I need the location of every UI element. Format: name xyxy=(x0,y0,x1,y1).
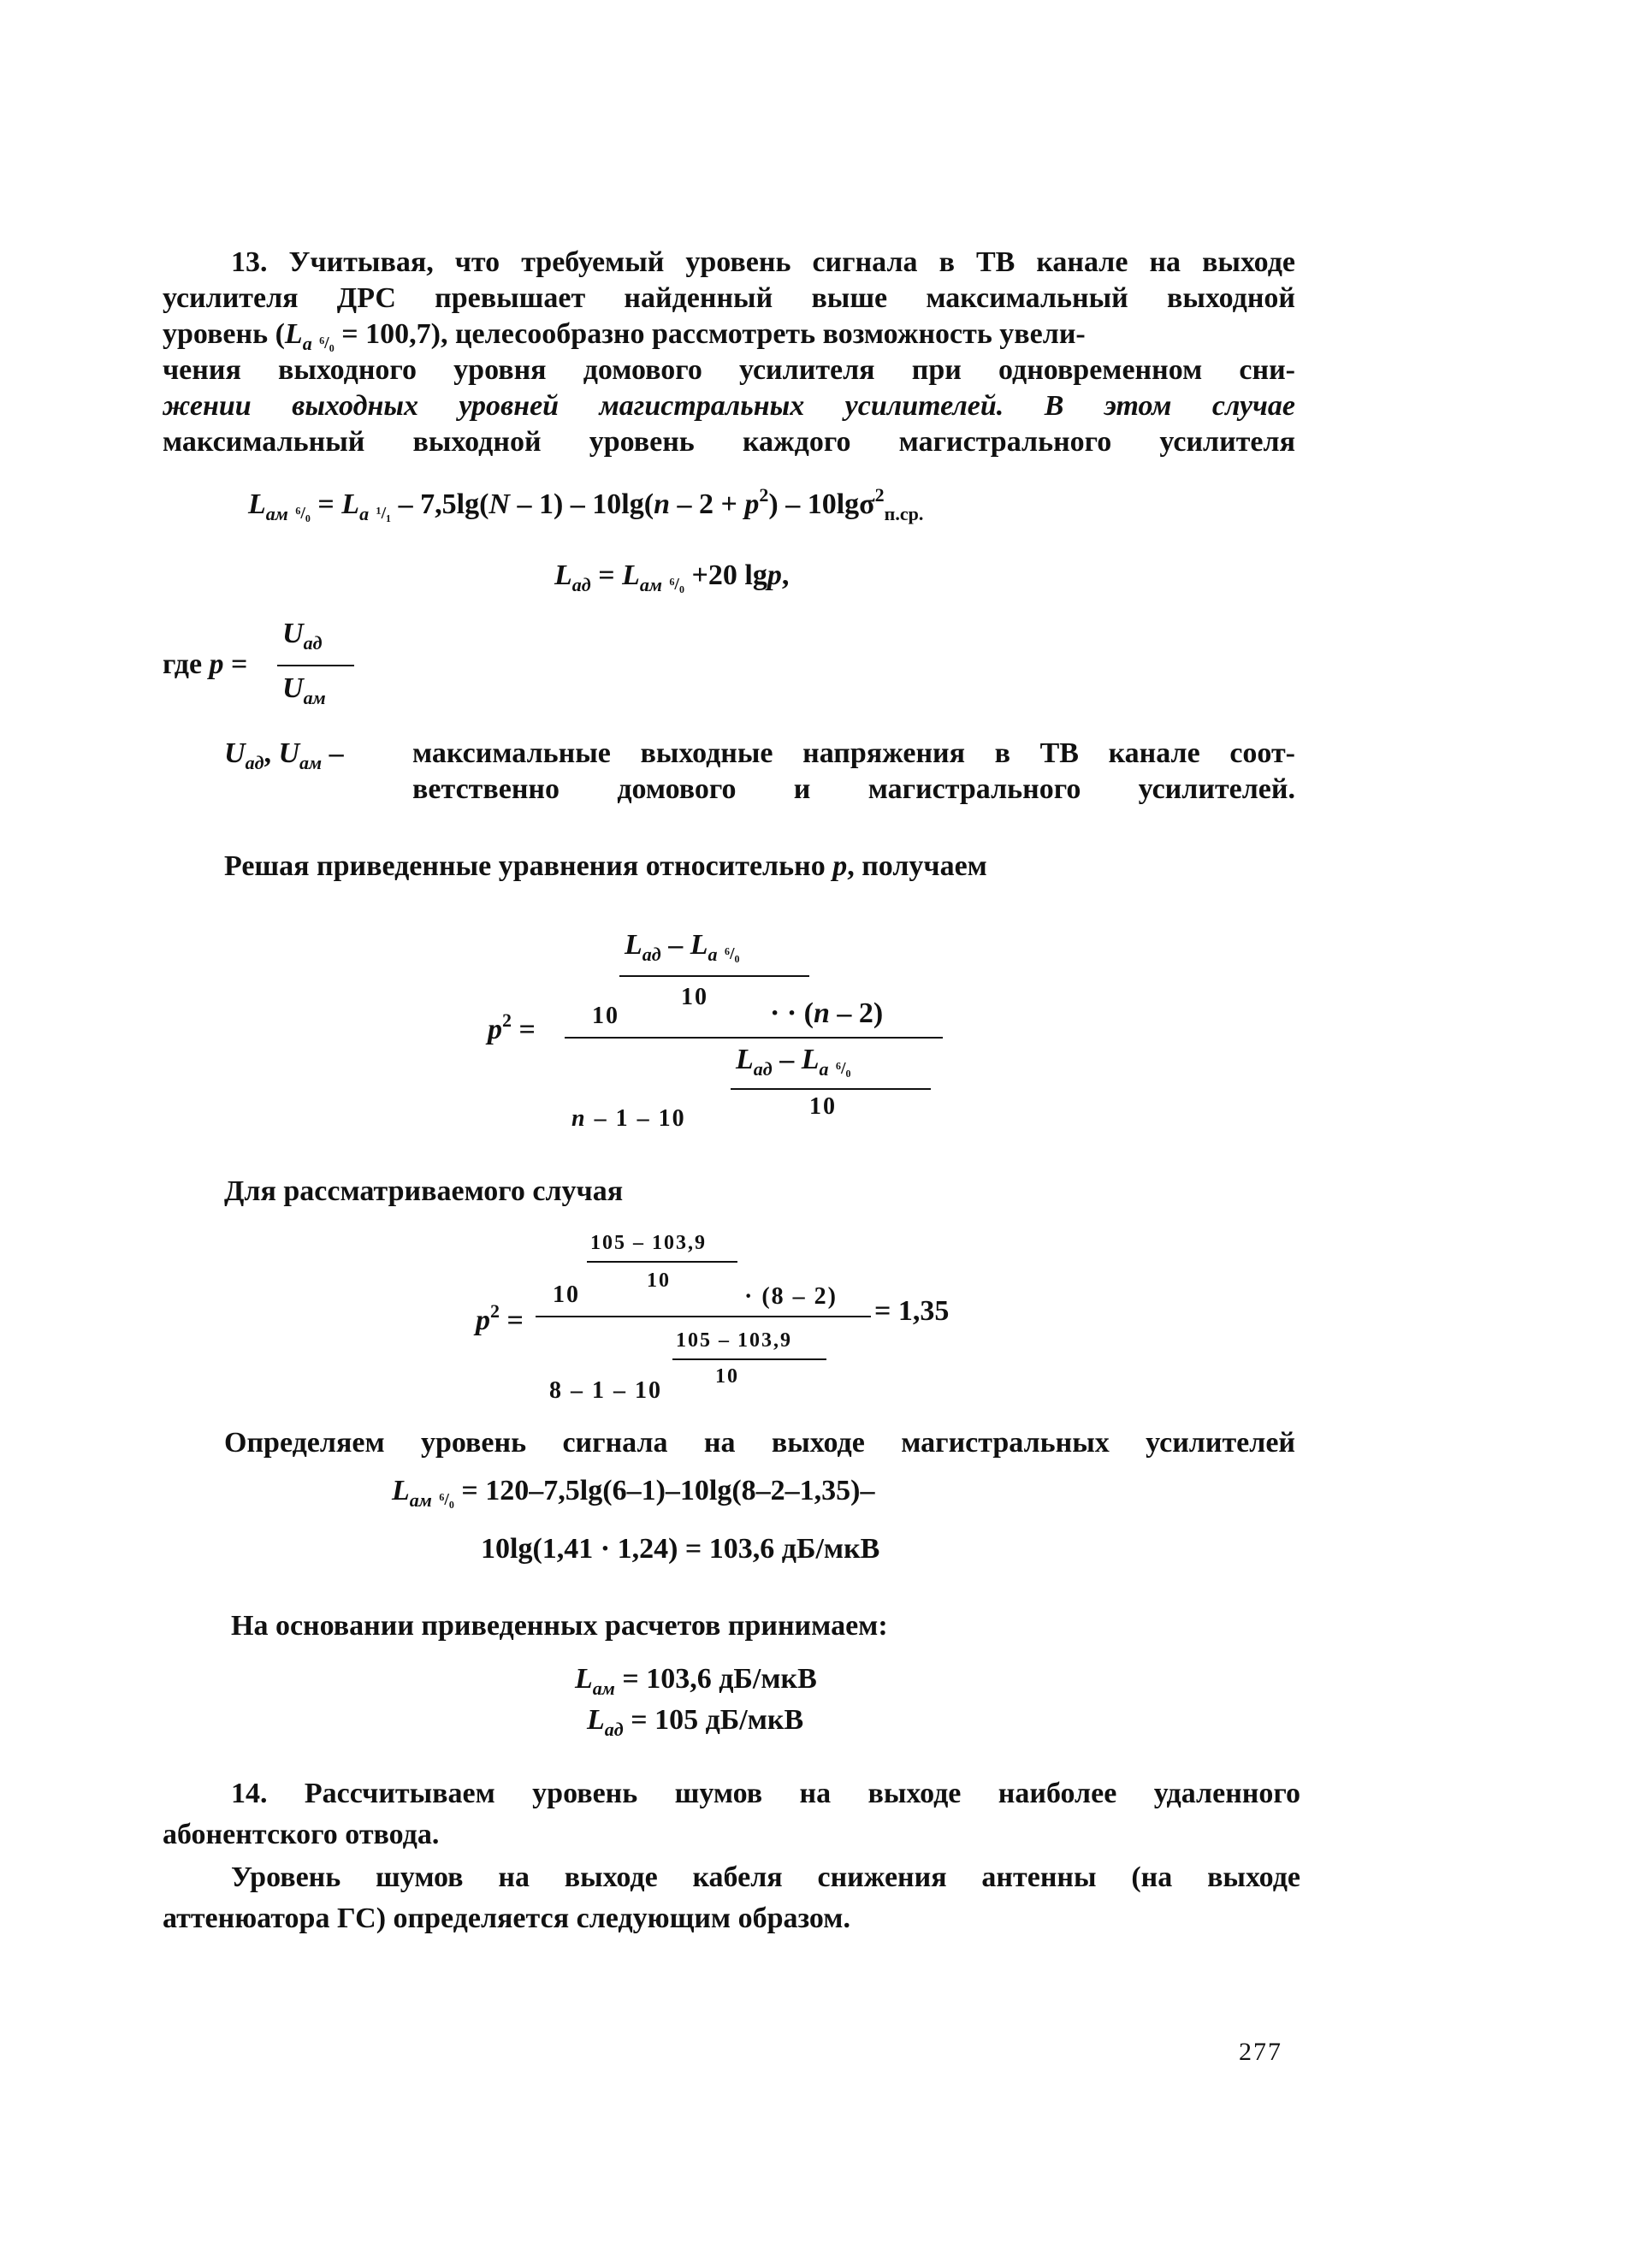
numeric-exp-bot-bar xyxy=(672,1358,826,1360)
p13-line-6: максимальный выходной уровень каждого магистрального усилителя xyxy=(163,426,1295,458)
p14-line-1: 14. Рассчитываем уровень шумов на выходе наиболее удаленного xyxy=(231,1778,1300,1809)
exp-top-num: $L_{ад} - L_a$ ⁶/₀ xyxy=(625,929,740,965)
exp-bot-den: 10 xyxy=(809,1093,837,1120)
numeric-base-ten-top: 10 xyxy=(553,1281,580,1308)
numeric-exp-top-num: 105 – 103,9 xyxy=(590,1232,707,1254)
solve-text: Решая приведенные уравнения относительно p, получаем xyxy=(224,850,987,882)
accepted-lad: $L_{ад} = 105$ дБ/мкВ xyxy=(587,1704,804,1740)
numeric-main-bar xyxy=(536,1316,871,1317)
numeric-exp-top-den: 10 xyxy=(647,1270,671,1292)
define-text: Определяем уровень сигнала на выходе магистральных усилителей xyxy=(224,1427,1295,1459)
p14-line-3: Уровень шумов на выходе кабеля снижения антенны (на выходе xyxy=(231,1861,1300,1893)
equation-lam: $L_{ам}$ $^6/_0 = L_a$ $^1/_1 - 7,5\lg(N - 1) - 10\lg(n - 2 + p^2) - 10\lg\sigma^2_{п.ср.}$ xyxy=(248,484,924,524)
exp-top-bar xyxy=(619,975,809,977)
main-fraction-bar xyxy=(565,1037,943,1039)
denominator-text: n – 1 – 10 xyxy=(571,1105,686,1132)
exp-bot-bar xyxy=(731,1088,931,1090)
p13-line-3: уровень ($L_a$ ⁶/₀ = 100,7), целесообразно рассмотреть возможность увели- xyxy=(163,318,1086,354)
p13-line-4: чения выходного уровня домового усилителя при одновременном сни- xyxy=(163,354,1295,386)
fraction-denominator: $U_{ам}$ xyxy=(282,672,326,708)
fraction-bar xyxy=(277,665,354,666)
numeric-denominator: 8 – 1 – 10 xyxy=(549,1377,662,1404)
u-definition-line-2: ветственно домового и магистрального усилителей. xyxy=(412,773,1295,805)
base-ten-top: 10 xyxy=(592,1003,619,1029)
exp-bot-num: $L_{ад} - L_a$ ⁶/₀ xyxy=(736,1044,851,1080)
u-symbols: $U_{ад}$, $U_{ам}$ – xyxy=(224,737,344,773)
numeric-mult: · (8 – 2) xyxy=(744,1283,838,1310)
p13-line-2: усилителя ДРС превышает найденный выше максимальный выходной xyxy=(163,282,1295,314)
formula-p2-lhs: $p^2$ = xyxy=(488,1009,536,1045)
p13-line-1: 13. Учитывая, что требуемый уровень сигнала в ТВ канале на выходе xyxy=(231,246,1295,278)
p13-line-5: жении выходных уровней магистральных усилителей. В этом случае xyxy=(163,390,1295,422)
numeric-result: = 1,35 xyxy=(874,1295,950,1327)
numeric-lhs: $p^2$ = xyxy=(476,1300,524,1336)
equation-lad: $L_{ад} = L_{ам}$ ⁶/₀ +20 lgp, xyxy=(554,559,790,595)
fraction-numerator: $U_{ад}$ xyxy=(282,618,323,654)
numeric-exp-top-bar xyxy=(587,1261,737,1263)
times-n-minus-2: · · (n – 2) xyxy=(770,997,884,1029)
numeric-exp-bot-den: 10 xyxy=(715,1365,739,1388)
equation-lam-value-2: 10lg(1,41 · 1,24) = 103,6 дБ/мкВ xyxy=(481,1533,880,1565)
u-definition-line-1: максимальные выходные напряжения в ТВ канале соот- xyxy=(412,737,1295,769)
page-number: 277 xyxy=(1239,2038,1282,2066)
accepted-lam: $L_{ам} = 103,6$ дБ/мкВ xyxy=(575,1663,817,1699)
p14-line-2: абонентского отвода. xyxy=(163,1819,440,1850)
case-text: Для рассматриваемого случая xyxy=(224,1175,624,1207)
equation-lam-value-1: $L_{ам}$ ⁶/₀ = 120–7,5lg(6–1)–10lg(8–2–1,35)– xyxy=(392,1475,875,1511)
where-label: где p = xyxy=(163,648,248,680)
exp-top-den: 10 xyxy=(681,984,708,1010)
p14-line-4: аттенюатора ГС) определяется следующим образом. xyxy=(163,1903,850,1934)
numeric-exp-bot-num: 105 – 103,9 xyxy=(676,1329,792,1352)
accept-text: На основании приведенных расчетов принимаем: xyxy=(231,1610,888,1642)
